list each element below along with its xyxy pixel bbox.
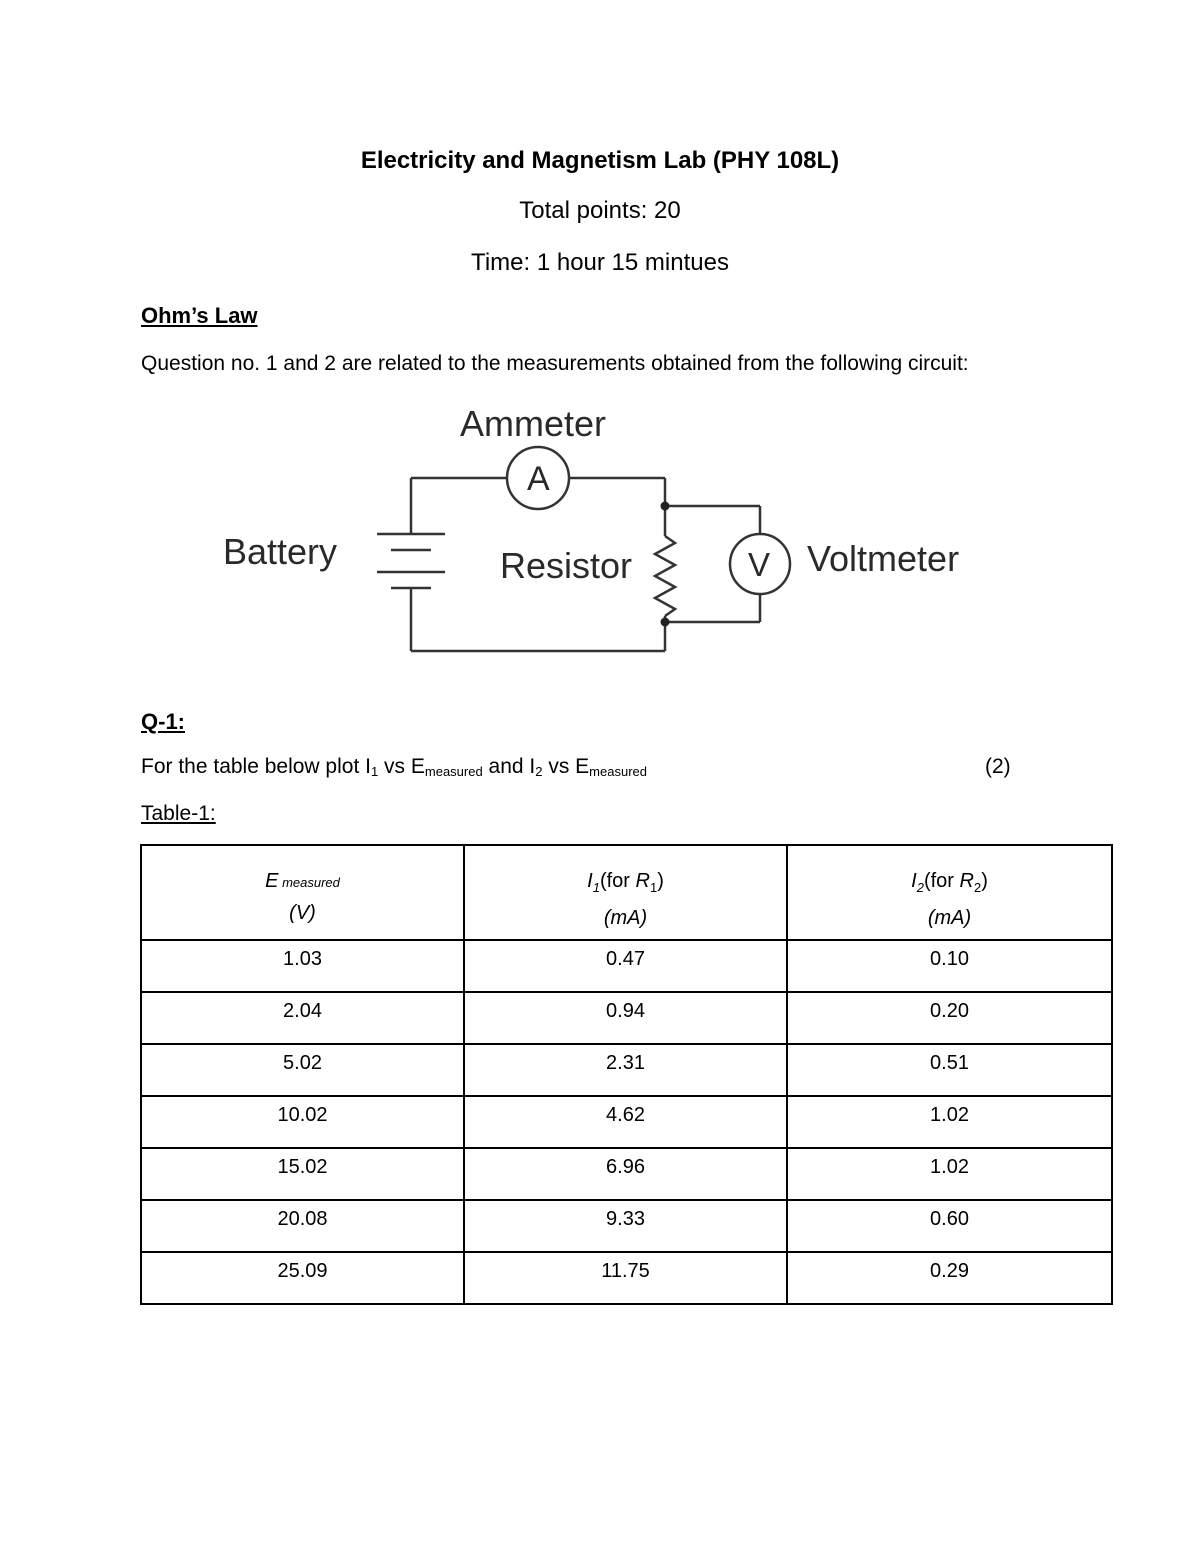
table-header-row [141,845,1112,940]
header-i2-sub: 2 [916,880,924,895]
q1-sub-2: 2 [535,764,543,779]
table-cell: 0.51 [787,1044,1112,1096]
header-i2-main: I [911,870,917,892]
section-intro: Question no. 1 and 2 are related to the measurements obtained from the following circuit: [141,352,969,375]
ammeter-label: Ammeter [460,403,607,444]
table-cell: 0.10 [787,940,1112,992]
table-cell: 1.03 [141,940,464,992]
table-cell: 20.08 [141,1200,464,1252]
table-row [141,1148,1112,1200]
table-row [141,1096,1112,1148]
table-row [141,940,1112,992]
battery-label: Battery [223,531,338,572]
q1-sub-measured-1: measured [424,764,483,779]
q1-text-part3: and I [482,755,536,778]
header-i1-close: ) [657,870,664,892]
question-1-heading: Q-1: [141,709,185,734]
header-i2-varsub: 2 [973,880,982,895]
header-i2-unit: (mA) [927,907,972,929]
header-i2-rest: (for [923,870,960,892]
table-cell: 0.60 [787,1200,1112,1252]
table-cell: 1.02 [787,1096,1112,1148]
table-row [141,992,1112,1044]
question-1-text [141,753,647,783]
header-e-main: E [265,870,279,892]
measurement-table [140,844,1113,1305]
table-cell: 5.02 [141,1044,464,1096]
resistor-zigzag [655,536,675,616]
section-heading: Ohm’s Law [141,303,258,328]
table-cell: 0.94 [464,992,787,1044]
table-cell: 2.31 [464,1044,787,1096]
table-cell: 4.62 [464,1096,787,1148]
junction-dot-top [661,502,670,511]
header-i1-var: R [635,870,650,892]
header-i2-var: R [959,870,974,892]
circuit-diagram [215,398,995,668]
table-cell: 0.47 [464,940,787,992]
table-cell: 6.96 [464,1148,787,1200]
header-i1-rest: (for [599,870,636,892]
question-1-marks: (2) [985,755,1011,778]
total-points: Total points: 20 [519,197,681,224]
header-i1 [464,845,787,940]
table-cell: 0.20 [787,992,1112,1044]
q1-text-part2: vs E [378,755,425,778]
voltmeter-label: Voltmeter [807,538,960,579]
table-row [141,1252,1112,1304]
table-cell: 1.02 [787,1148,1112,1200]
table-row [141,1044,1112,1096]
junction-dot-bottom [661,618,670,627]
voltmeter-symbol: V [748,546,771,583]
header-i1-main: I [587,870,593,892]
table-row [141,1200,1112,1252]
table-caption: Table-1: [141,802,216,825]
q1-sub-1: 1 [370,764,379,779]
table-cell: 11.75 [464,1252,787,1304]
ammeter-symbol: A [527,460,550,498]
header-e-sub: measured [278,875,340,890]
table-cell: 2.04 [141,992,464,1044]
q1-sub-measured-2: measured [589,764,647,779]
header-e-unit: (V) [289,902,316,924]
table-cell: 10.02 [141,1096,464,1148]
table-cell: 25.09 [141,1252,464,1304]
q1-text-part4: vs E [542,755,590,778]
document-title: Electricity and Magnetism Lab (PHY 108L) [360,147,840,174]
header-i2-close: ) [981,870,988,892]
header-i2 [787,845,1112,940]
header-i1-varsub: 1 [649,880,658,895]
table-cell: 9.33 [464,1200,787,1252]
header-e-measured [141,845,464,940]
header-i1-sub: 1 [592,880,600,895]
header-i1-unit: (mA) [603,907,648,929]
resistor-label: Resistor [500,545,633,586]
table-cell: 0.29 [787,1252,1112,1304]
table-cell: 15.02 [141,1148,464,1200]
q1-text-part1: For the table below plot I [141,755,371,778]
time-allowed: Time: 1 hour 15 mintues [471,249,729,276]
